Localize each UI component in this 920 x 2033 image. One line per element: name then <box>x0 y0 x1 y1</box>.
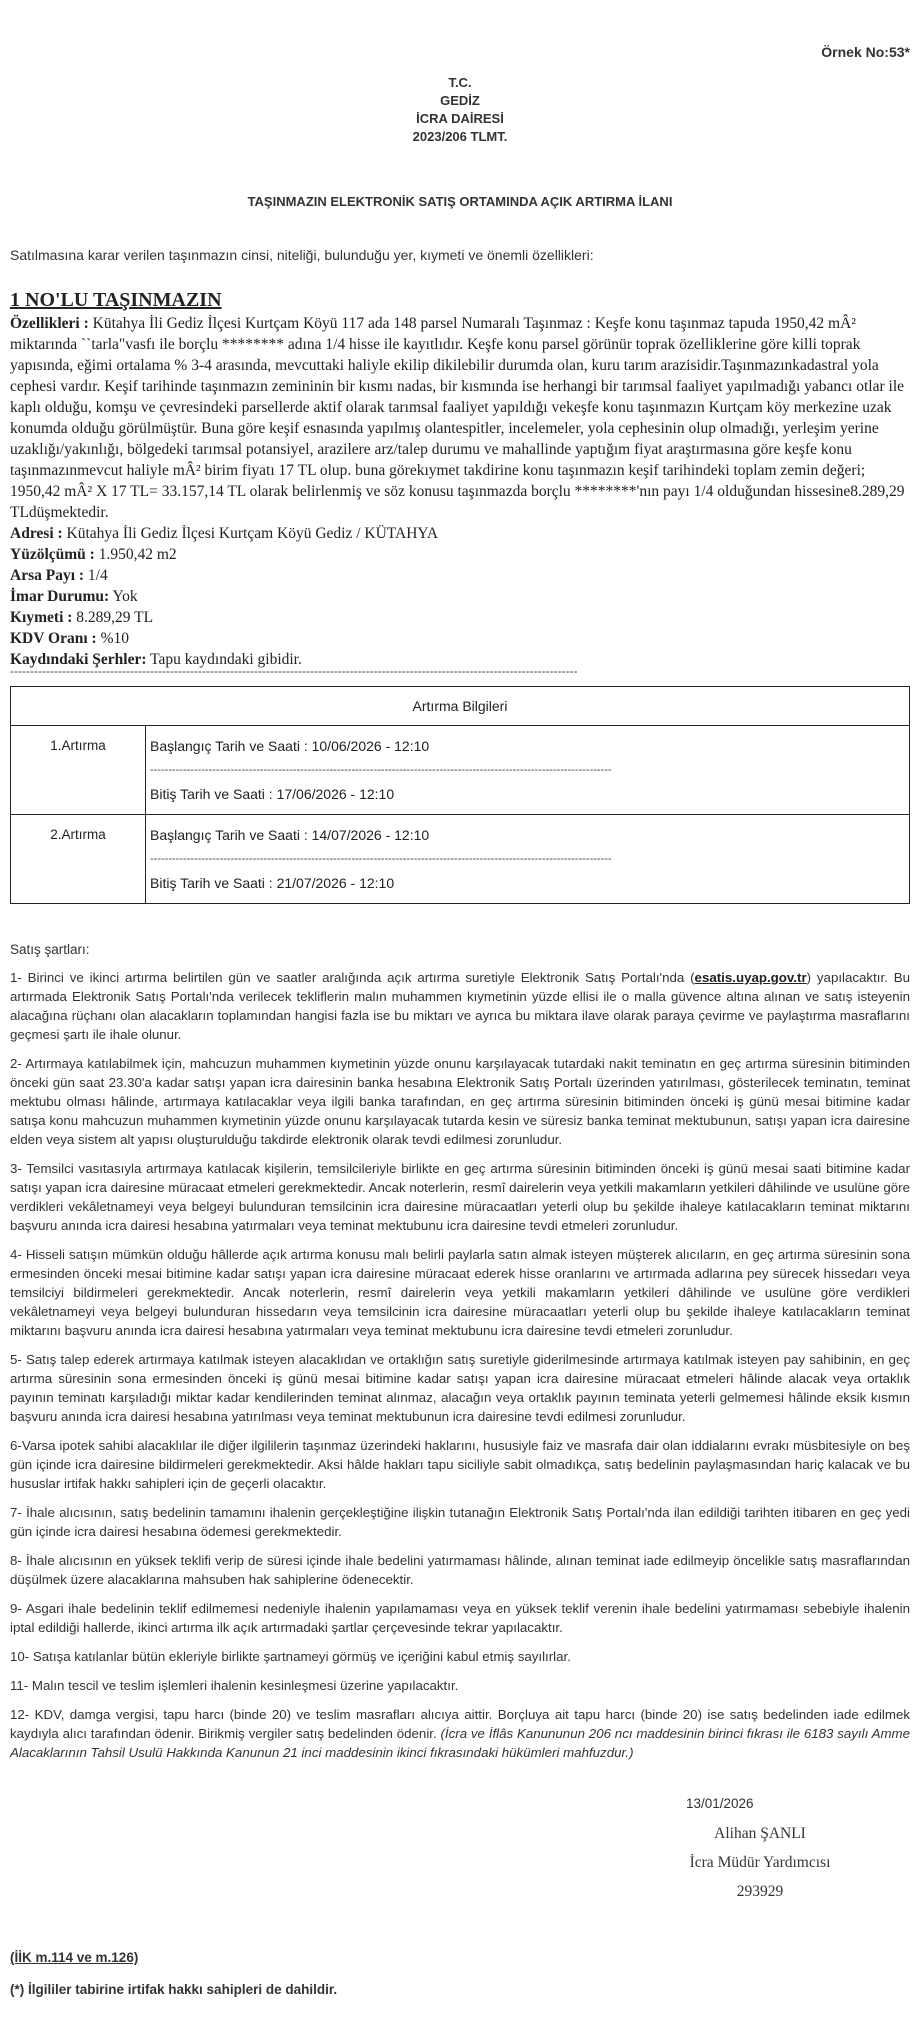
auction-start-datetime: 14/07/2026 - 12:10 <box>311 827 430 843</box>
property-vat: KDV Oranı : %10 <box>10 630 129 647</box>
list-item: 4- Hisseli satışın mümkün olduğu hâllerde açık artırma konusu malı belirli paylarla satın almak isteyen müşterek alıcıların, en geç artırma süresinin sona ermesinden önceki mesai bitimine kadar satışı yapan icra dairesine müracaat ederek hisse oranlarını ve artırmada adlarına pey sürecek hissedarı veya temsilciyi bildirmeleri gerekmektedir. Ancak noterlerin, resmî dairelerin veya yetkili makamların yetkileri dâhilinde ve usulüne göre verdikleri vekâletnameyi veya belgeyi bulunduran hissedarın veya temsilcinin icra dairesine müracaatları yeterli olup bu şekilde ihaleye katılacakların teminat miktarını başvuru anında icra dairesi hesabına yatırmaları veya teminat mektubunu icra dairesine tevdi etmeleri zorunludur. <box>10 1247 910 1338</box>
auction-info-heading: Artırma Bilgileri <box>11 687 910 726</box>
sale-terms <box>10 968 910 1772</box>
table-row <box>11 815 910 904</box>
legal-reference: (İİK m.114 ve m.126) <box>10 1950 139 1965</box>
list-item: 1- Birinci ve ikinci artırma belirtilen gün ve saatler aralığında açık artırma suretiyle Elektronik Satış Portalı'nda (esatis.uyap.gov.tr) yapılacaktır. Bu artırmada Elektronik Satış Portalı'nda verilecek tekliflerin malın muhammen kıymetinin yüzde ellisi ile o malla güvence altına alınan ve satış isteyenin alacağına rüçhanı olan alacakların toplamından hangisi fazla ise bu miktarı ve ayrıca bu miktara ilave olarak paraya çevirme ve paylaştırma masraflarını geçmesi şartı ile ihale olunur. <box>10 970 910 1042</box>
document-header <box>0 74 920 146</box>
header-tc: T.C. <box>448 75 472 90</box>
list-item: 5- Satış talep ederek artırmaya katılmak isteyen alacaklıdan ve ortaklığın satış suretiyle giderilmesinde artırmaya katılmak isteyen pay sahibinin, en geç artırma süresinin sona ermesinden önceki iş günü mesai bitimine kadar satışı yapan icra dairesine müracaat etmeleri hâlinde alacak veya ortaklık payının teminatı karşıladığı miktar kadar kendilerinden teminat alınmaz, alacağın veya ortaklık payının teminata yeterli gelmemesi hâlinde eksik kısmın başvuru anında icra dairesi hesabına yatırılması veya teminat mektubunun icra dairesine tevdi edilmesi zorunludur. <box>10 1352 910 1424</box>
property-land-share: Arsa Payı : 1/4 <box>10 567 108 584</box>
list-item: 6-Varsa ipotek sahibi alacaklılar ile diğer ilgililerin taşınmaz üzerindeki haklarını, hususiyle faiz ve masrafa dair olan iddialarını evrakı müsbitesiyle on beş gün içinde icra dairesine bildirmeleri gerekmektedir. Aksi hâlde hakları tapu siciliyle sabit olmadıkça, satış bedelinin paylaşmasından hariç kalacak ve bu hususlar irtifak hakkı sahipleri için de geçerli olacaktır. <box>10 1438 910 1491</box>
property-zoning: İmar Durumu: Yok <box>10 588 138 605</box>
table-row <box>11 726 910 815</box>
list-item: 11- Malın tescil ve teslim işlemleri ihalenin kesinleşmesi üzerine yapılacaktır. <box>10 1678 459 1693</box>
signer-number: 293929 <box>736 1883 784 1900</box>
auction-end-datetime: 17/06/2026 - 12:10 <box>276 786 395 802</box>
list-item: 2- Artırmaya katılabilmek için, mahcuzun muhammen kıymetinin yüzde onunu karşılayacak tutardaki nakit teminatın en geç artırma süresinin bitiminden önceki gün saat 23.30'a kadar satışı yapan icra dairesinin banka hesabına Elektronik Satış Portalı üzerinden yatırılması, gösterilecek teminatın, teminat mektubu olması hâlinde, artırmaya katılacaklar veya ilgili banka tarafından, en geç artırma süresinin bitiminden önceki iş günü mesai bitimine kadar satışa konu mahcuzun muhammen kıymetinin yüzde onunu karşılayacak tutarda kesin ve süresiz banka teminat mektubunun, satışı yapan icra dairesine elden veya sistem alt yapısı oluşturulduğu takdirde elektronik olarak tevdi edilmesi zorunludur. <box>10 1056 910 1147</box>
auction-end-datetime: 21/07/2026 - 12:10 <box>276 875 395 891</box>
intro-text: Satılmasına karar verilen taşınmazın cinsi, niteliği, bulunduğu yer, kıymeti ve önemli özellikleri: <box>10 247 594 263</box>
auction-round-label: 1.Artırma <box>11 726 146 815</box>
sample-number: Örnek No:53* <box>821 44 910 60</box>
document-date: 13/01/2026 <box>686 1796 754 1811</box>
header-file-number: 2023/206 TLMT. <box>412 129 508 144</box>
property-annotations: Kaydındaki Şerhler: Tapu kaydındaki gibidir. <box>10 651 302 668</box>
list-item: 7- İhale alıcısının, satış bedelinin tamamını ihalenin gerçekleştiğine ilişkin tutanağın Elektronik Satış Portalı'nda ilan edildiği tarihten itibaren en geç yedi gün içinde icra dairesi hesabına ödemesi gerekmektedir. <box>10 1505 910 1539</box>
auction-round-dates: Başlangıç Tarih ve Saati : 14/07/2026 - 12:10 ------------------------------------------------------------------------------------------------------------------------------ Bitiş Tarih ve Saati : 21/07/2026 - 12:10 <box>146 815 910 904</box>
property-area: Yüzölçümü : 1.950,42 m2 <box>10 546 177 563</box>
property-value: Kıymeti : 8.289,29 TL <box>10 609 154 626</box>
list-item: 8- İhale alıcısının en yüksek teklifi verip de süresi içinde ihale bedelini yatırmaması hâlinde, alınan teminat iade edilmeyip öncelikle satış masraflarından düşülmek üzere alacaklarına mahsuben hak sahiplerine ödenecektir. <box>10 1553 910 1587</box>
separator-line: ---------------------------------------------------------------------------------------------------------------------------------------------- <box>10 664 578 678</box>
auction-round-label: 2.Artırma <box>11 815 146 904</box>
sale-terms-title: Satış şartları: <box>10 942 90 957</box>
property-features: Özellikleri : Kütahya İli Gediz İlçesi Kurtçam Köyü 117 ada 148 parsel Numaralı Taşınmaz : Keşfe konu taşınmaz tapuda 1950,42 mÂ² miktarında ``tarla"vasfı ile borçlu ******** adına 1/4 hisse ile kayıtlıdır. Keşfe konu parsel görünür toprak özelliklerine göre killi toprak yapısında, eğimi ortalama % 3-4 arasında, mevcuttaki haliyle ekilip dikilebilir durumda olan, kuru tarım arazisidir.Taşınmazınkadastral yola cephesi vardır. Keşif tarihinde taşınmazın zemininin bir kısmı nadas, bir kısmında ise herhangi bir tarımsal faaliyet yapılmadığı yabancı otlar ile kaplı olduğu, komşu ve çevresindeki parsellerde aktif olarak tarımsal faaliyet yapıldığı vekeşfe konu taşınmazın Kurtçam köy merkezine uzak konumda olduğu görülmüştür. Buna göre keşif esnasında yapılmış olantespitler, incelemeler, yola cephesinin olup olmadığı, yerleşim yerine uzaklığı/yakınlığı, bölgedeki tarımsal potansiyel, arazilere arz/talep durumu ve mahallinde yaptığım fiyat araştırmasına göre keşfe konu taşınmazınmevcut haliyle mÂ² birim fiyatı 17 TL olup. buna görekıymet takdirine konu taşınmazın keşif tarihindeki toplam zemin değeri; 1950,42 mÂ² X 17 TL= 33.157,14 TL olarak belirlenmiş ve söz konusu taşınmazda borçlu ********'nın payı 1/4 olduğundan hissesine8.289,29 TLdüşmektedir. <box>10 315 905 521</box>
header-court: GEDİZ <box>440 93 480 108</box>
signer-title: İcra Müdür Yardımcısı <box>689 1854 831 1871</box>
auction-round-dates: Başlangıç Tarih ve Saati : 10/06/2026 - 12:10 ------------------------------------------------------------------------------------------------------------------------------ Bitiş Tarih ve Saati : 17/06/2026 - 12:10 <box>146 726 910 815</box>
property-address: Adresi : Kütahya İli Gediz İlçesi Kurtçam Köyü Gediz / KÜTAHYA <box>10 525 439 542</box>
header-office: İCRA DAİRESİ <box>416 111 504 126</box>
auction-start-datetime: 10/06/2026 - 12:10 <box>311 738 430 754</box>
auction-info-table <box>10 686 910 904</box>
list-item: 3- Temsilci vasıtasıyla artırmaya katılacak kişilerin, temsilcileriyle birlikte en geç artırma süresinin bitiminden önceki iş günü mesai saati bitimine kadar satışı yapan icra dairesine müracaat etmeleri gerekmektedir. Ancak noterlerin, resmî dairelerin veya yetkili makamların yetkileri dâhilinde ve usulüne göre verdikleri vekâletnameyi veya belgeyi bulunduran temsilcinin icra dairesine müracaatları yeterli olup bu şekilde ihaleye katılacakların teminat miktarını başvuru anında icra dairesi hesabına yatırmaları veya teminat mektubunu icra dairesine tevdi etmeleri zorunludur. <box>10 1161 910 1233</box>
signer-name: Alihan ŞANLI <box>714 1825 806 1842</box>
list-item: 10- Satışa katılanlar bütün ekleriyle birlikte şartnameyi görmüş ve içeriğini kabul etmiş sayılırlar. <box>10 1649 571 1664</box>
list-item: 9- Asgari ihale bedelinin teklif edilmemesi nedeniyle ihalenin yapılamaması veya en yüksek teklif verenin ihale bedelini yatırmaması sebebiyle ihalenin iptal edildiği hallerde, ikinci artırma ilk açık artırmadaki şartlar çerçevesinde tekrar yapılacaktır. <box>10 1601 910 1635</box>
esatis-link[interactable]: esatis.uyap.gov.tr <box>694 970 807 985</box>
property-section <box>10 288 910 670</box>
footnote: (*) İlgililer tabirine irtifak hakkı sahipleri de dahildir. <box>10 1982 338 1997</box>
page-title: TAŞINMAZIN ELEKTRONİK SATIŞ ORTAMINDA AÇIK ARTIRMA İLANI <box>247 194 673 209</box>
property-heading: 1 NO'LU TAŞINMAZIN <box>10 289 222 311</box>
list-item: 12- KDV, damga vergisi, tapu harcı (binde 20) ve teslim masrafları alıcıya aittir. Borçluya ait tapu harcı (binde 20) ise satış bedelinden iade edilmek kaydıyla alıcı tarafından ödenir. Birikmiş vergiler satış bedelinden ödenir. (İcra ve İflâs Kanununun 206 ncı maddesinin birinci fıkrası ile 6183 sayılı Amme Alacaklarının Tahsil Usulü Hakkında Kanunun 21 inci maddesinin ikinci fıkrasındaki hükümleri mahfuzdur.) <box>10 1707 911 1760</box>
